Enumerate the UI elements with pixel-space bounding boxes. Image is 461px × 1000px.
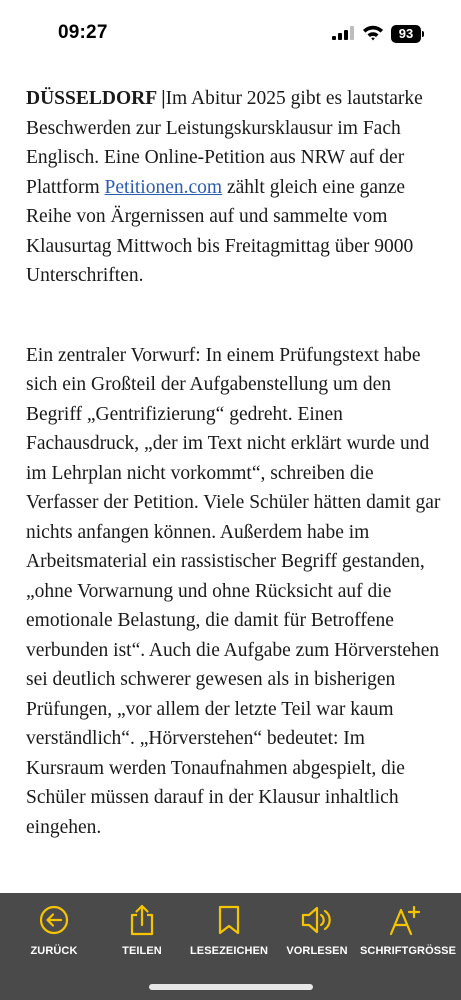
bookmark-icon (184, 901, 274, 939)
share-button[interactable] (97, 901, 187, 957)
back-button[interactable] (9, 901, 99, 957)
back-label: ZURÜCK (30, 945, 78, 957)
dateline: DÜSSELDORF | (26, 88, 166, 109)
article-paragraph-2: Ein zentraler Vorwurf: In einem Prüfungstext habe sich ein Großteil der Aufgabenstellung um den Begriff „Gentrifizierung“ gedreht. Einen Fachausdruck, „der im Text nicht erklärt wurde und im Lehrplan nicht vorkommt“, schreiben die Verfasser der Petition. Viele Schüler hätten damit gar nichts anfangen können. Außerdem habe im Arbeitsmaterial ein rassistischer Begriff gestanden, „ohne Vorwarnung und ohne Rücksicht auf die emotionale Belastung, die damit für Betroffene verbunden ist“. Auch die Aufgabe zum Hörverstehen sei deutlich schwerer gewesen als in bisherigen Prüfungen, „vor allem der letzte Teil war kaum verständlich“. „Hörverstehen“ bedeutet: Im Kursraum werden Tonaufnahmen abgespielt, die Schüler müssen darauf in der Klausur inhaltlich eingehen. (26, 344, 441, 838)
read-aloud-button[interactable] (272, 901, 362, 957)
article-paragraph-1 (26, 84, 446, 291)
share-icon (97, 901, 187, 939)
petitionen-link[interactable]: Petitionen.com (104, 176, 223, 198)
font-size-label: SCHRIFTGRÖSSE (360, 945, 457, 957)
battery-icon: 93 (391, 25, 421, 43)
speaker-icon (272, 901, 362, 939)
paragraph-1-text-end: zählt gleich eine ganze Reihe von Ärgernissen auf und sammelte vom Klausurtag Mittwoch bis Freitagmittag über 9000 Unterschriften. (26, 176, 414, 286)
home-indicator[interactable] (149, 984, 313, 990)
font-size-icon (360, 901, 450, 939)
share-label: TEILEN (122, 945, 162, 957)
paragraph-1-text-start: Im Abitur 2025 gibt es lautstarke Beschwerden zur Leistungskursklausur im Fach Englisch. Eine Online-Petition aus NRW auf der Plattform (26, 88, 423, 198)
article-body (26, 84, 446, 972)
status-bar (0, 0, 461, 70)
bottom-toolbar (0, 893, 461, 1000)
bookmark-button[interactable] (184, 901, 274, 957)
bookmark-label: LESEZEICHEN (189, 945, 269, 957)
wifi-icon (362, 24, 384, 46)
font-size-button[interactable] (360, 901, 457, 957)
back-arrow-icon (9, 901, 99, 939)
cellular-signal-icon (332, 26, 354, 45)
read-aloud-label: VORLESEN (286, 945, 348, 957)
status-time: 09:27 (58, 22, 108, 43)
